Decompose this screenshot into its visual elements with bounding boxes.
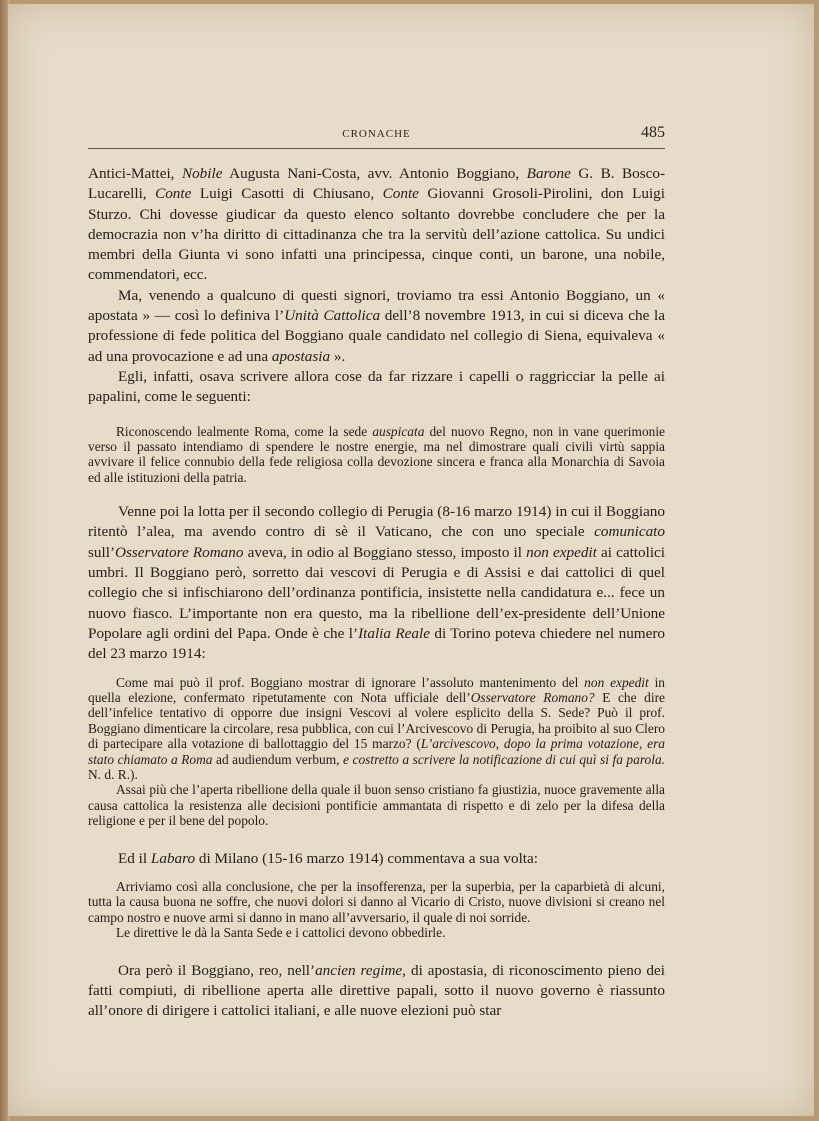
paragraph-ancien-regime: Ora però il Boggiano, reo, nell’ancien regime, di apostasia, di riconoscimento pieno dei fatti compiuti, di ribellione aperta alle direttive papali, sotto il nuovo governo è riassunto all’onore di dirigere i cattolici italiani, e alle nuove elezioni può star [88, 961, 665, 1020]
page-number: 485 [641, 124, 665, 141]
quote-paragraph: Riconoscendo lealmente Roma, come la sede auspicata del nuovo Regno, non in vane querimonie verso il passato intendiamo di spendere le nostre energie, ma nel dimostrare quali civili virtù sappia avvivare il felice connubio della fede religiosa colla devozione sincera e franca alla Monarchia di Savoia ed alle istituzioni della patria. [88, 423, 665, 485]
quote-paragraph: Assai più che l’aperta ribellione della quale il buon senso cristiano fa giustizia, nuoce gravemente alla causa cattolica la resistenza alle decisioni pontificie ammantata di rispetto e di zelo per la difesa della religione e per il bene del popolo. [88, 782, 665, 829]
quote-labaro [88, 879, 665, 941]
quote-paragraph: Arriviamo così alla conclusione, che per la insofferenza, per la superbia, per la caparbietà di alcuni, tutta la causa buona ne soffre, che nuovi dolori si danno al Vicario di Cristo, nuove divisioni si creano nel campo nostro e nuove armi si danno in mano all’avversario, il quale di noi sorride. [88, 878, 665, 925]
paragraph-labaro: Ed il Labaro di Milano (15-16 marzo 1914) commentava a sua volta: [118, 849, 538, 867]
page-body [88, 164, 665, 1021]
paragraph-apostata: Ma, venendo a qualcuno di questi signori, troviamo tra essi Antonio Boggiano, un « apostata » — così lo definiva l’Unità Cattolica dell’8 novembre 1913, in cui si diceva che la professione di fede politica del Boggiano quale candidato nel collegio di Siena, equivaleva « ad una provocazione e ad una apostasia ». [88, 286, 666, 365]
paragraph-giunta-members: Antici-Mattei, Nobile Augusta Nani-Costa, avv. Antonio Boggiano, Barone G. B. Bosco-Lucarelli, Conte Luigi Casotti di Chiusano, Conte Giovanni Grosoli-Pirolini, don Luigi Sturzo. Chi dovesse giudicar da questo elenco soltanto dovrebbe concludere che per la democrazia non v’ha diritto di cittadinanza che tra la servitù dell’azione cattolica. Su undici membri della Giunta vi sono infatti una principessa, cinque conti, un barone, una nobile, commendatori, ecc. [88, 165, 666, 284]
quote-italia-reale [88, 675, 665, 829]
page-header [88, 122, 665, 149]
quote-paragraph: Le direttive le dà la Santa Sede e i cattolici devono obbedirle. [116, 925, 446, 941]
paragraph-perugia: Venne poi la lotta per il secondo collegio di Perugia (8-16 marzo 1914) in cui il Boggiano ritentò l’alea, ma avendo contro di sè il Vaticano, che con uno speciale comunicato sull’Osservatore Romano aveva, in odio al Boggiano stesso, imposto il non expedit ai cattolici umbri. Il Boggiano però, sorretto dai vescovi di Perugia e di Assisi e dai cattolici di quel collegio che si infischiarono dell’ordinanza pontificia, insistette nella candidatura e... fece un nuovo fiasco. L’importante non era questo, ma la ribellione dell’ex-presidente dell’Unione Popolare agli ordini del Papa. Onde è che l’Italia Reale di Torino poteva chiedere nel numero del 23 marzo 1914: [88, 503, 666, 663]
quote-paragraph: Come mai può il prof. Boggiano mostrar di ignorare l’assoluto mantenimento del non expedit in quella elezione, confermato ripetutamente con Nota ufficiale dell’Osservatore Romano? E che dire dell’infelice tentativo di opporre due insigni Vescovi al volere esplicito della S. Sede? Può il prof. Boggiano dimenticare la circolare, resa pubblica, con cui l’Arcivescovo di Perugia, ha proibito al suo Clero di partecipare alla votazione di ballottaggio del 15 marzo? (L’arcivescovo, dopo la prima votazione, era stato chiamato a Roma ad audiendum verbum, e costretto a scrivere la notificazione di cui quì si fa parola. N. d. R.). [88, 674, 665, 782]
paragraph-papalini: Egli, infatti, osava scrivere allora cose da far rizzare i capelli o raggricciar la pelle ai papalini, come le seguenti: [88, 367, 665, 406]
running-title: CRONACHE [342, 128, 411, 140]
quote-boggiano-roma [88, 424, 665, 486]
